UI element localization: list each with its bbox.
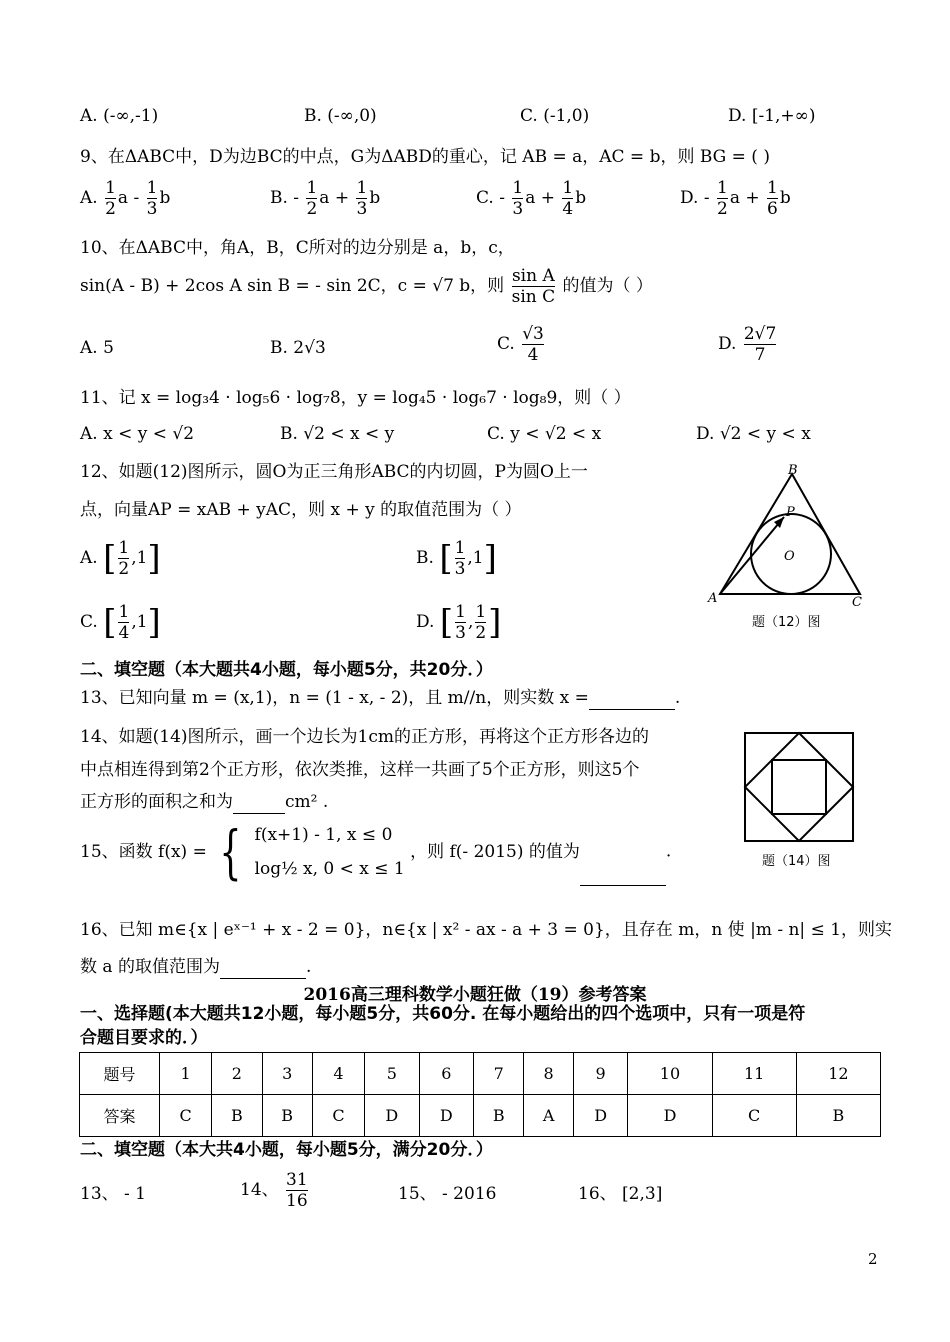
q10-option-d: D. $\frac{2√7}{7}$: [718, 324, 777, 365]
answer-sec2-line: 二、填空题（本大共4小题，每小题5分，满分20分．）: [80, 1140, 493, 1160]
vector-ap: [720, 517, 784, 594]
table-cell: A: [524, 1095, 574, 1137]
q15: 15、函数 f(x) = { f(x+1) - 1, x ≤ 0 log½ x, 0 < x ≤ 1 ，则 f(- 2015) 的值为 .: [80, 818, 672, 886]
table-cell: 4: [312, 1053, 364, 1095]
answer-sec1-line2: 合题目要求的．）: [80, 1028, 208, 1048]
label-p: P: [786, 505, 795, 520]
q16-line2: 数 a 的取值范围为 .: [80, 957, 312, 977]
q11-option-c: C. y < √2 < x: [487, 424, 602, 444]
table-cell: 1: [160, 1053, 212, 1095]
q8-option-d: D. [-1,+∞): [728, 106, 816, 126]
table-cell: D: [628, 1095, 712, 1137]
answer-key-title: 2016高三理科数学小题狂做（19）参考答案: [303, 985, 647, 1005]
q14-line1: 14、如题(14)图所示，画一个边长为1cm的正方形，再将这个正方形各边的: [80, 727, 649, 747]
q8-option-a: A. (-∞,-1): [80, 106, 159, 126]
q10-option-c: C. $\frac{√3}{4}$: [497, 324, 544, 365]
table-header-label: 题号: [80, 1053, 160, 1095]
q15-blank[interactable]: [580, 868, 666, 886]
figure-14: [740, 728, 860, 876]
square-1: [745, 733, 853, 841]
q12-option-c: C. [ $\frac{1}{4}$ ,1]: [80, 602, 161, 643]
answer-14: 14、 $\frac{31}{16}$: [240, 1170, 308, 1211]
q11-option-b: B. √2 < x < y: [280, 424, 395, 444]
q11-option-a: A. x < y < √2: [80, 424, 195, 444]
table-cell: 12: [796, 1053, 880, 1095]
q16-line1: 16、已知 m∈{x | eˣ⁻¹ + x - 2 = 0}，n∈{x | x² - ax - a + 3 = 0}，且存在 m，n 使 |m - n| ≤ 1，则实: [80, 920, 893, 940]
q15-case1: f(x+1) - 1, x ≤ 0: [254, 825, 393, 845]
q12-option-a: A. [ $\frac{1}{2}$ ,1]: [80, 538, 161, 579]
triangle-abc: [720, 474, 860, 594]
table-cell: B: [262, 1095, 312, 1137]
q10-option-a: A. 5: [80, 338, 114, 358]
q12-option-d: D. [ $\frac{1}{3}$ , $\frac{1}{2}$ ]: [416, 602, 502, 643]
section2-heading: 二、填空题（本大题共4小题，每小题5分，共20分．）: [80, 660, 493, 680]
answer-16: 16、 [2,3]: [578, 1184, 663, 1204]
square-3: [772, 760, 826, 814]
table-cell: D: [419, 1095, 474, 1137]
figure-14-caption: 题（14）图: [762, 854, 831, 869]
q15-case2: log½ x, 0 < x ≤ 1: [254, 859, 405, 879]
q9-option-a: A. $\frac{1}{2}$ a - $\frac{1}{3}$ b: [80, 178, 171, 219]
q11-stem: 11、记 x = log₃4 · log₅6 · log₇8，y = log₄5 · log₆7 · log₈9，则（ ）: [80, 388, 631, 408]
figure-12-caption: 题（12）图: [752, 615, 821, 630]
answer-table: [79, 1052, 881, 1137]
q9-option-d: D. - $\frac{1}{2}$ a + $\frac{1}{6}$ b: [680, 178, 791, 219]
table-cell: 7: [474, 1053, 524, 1095]
q9-option-b: B. - $\frac{1}{2}$ a + $\frac{1}{3}$ b: [270, 178, 381, 219]
table-row-answers: [80, 1095, 881, 1137]
q13-blank[interactable]: [589, 692, 675, 710]
label-b: B: [788, 463, 798, 478]
label-a: A: [708, 591, 718, 606]
table-header-label: 答案: [80, 1095, 160, 1137]
table-row-numbers: [80, 1053, 881, 1095]
figure-12: [700, 462, 880, 638]
table-cell: C: [712, 1095, 796, 1137]
q9-option-c: C. - $\frac{1}{3}$ a + $\frac{1}{4}$ b: [476, 178, 587, 219]
q16-blank[interactable]: [220, 961, 306, 979]
page-number: 2: [868, 1250, 878, 1268]
table-cell: 5: [365, 1053, 420, 1095]
table-cell: 8: [524, 1053, 574, 1095]
q12-line1: 12、如题(12)图所示，圆O为正三角形ABC的内切圆，P为圆O上一: [80, 462, 588, 482]
q11-option-d: D. √2 < y < x: [696, 424, 811, 444]
q14-blank[interactable]: [233, 796, 285, 814]
q10-condition: sin(A - B) + 2cos A sin B = - sin 2C，c = √7 b，则 $\frac{\text{sin A}}{\text{sin C}}$ 的值为（ ）: [80, 266, 653, 307]
table-cell: 11: [712, 1053, 796, 1095]
q12-option-b: B. [ $\frac{1}{3}$ ,1]: [416, 538, 497, 579]
table-cell: C: [160, 1095, 212, 1137]
label-c: C: [852, 595, 862, 610]
table-cell: 9: [573, 1053, 628, 1095]
table-cell: D: [365, 1095, 420, 1137]
answer-13: 13、 - 1: [80, 1184, 146, 1204]
table-cell: B: [796, 1095, 880, 1137]
q9-stem: 9、在ΔABC中，D为边BC的中点，G为ΔABD的重心，记 AB = a，AC = b，则 BG = ( ): [80, 147, 770, 167]
label-o: O: [784, 549, 795, 564]
q13: 13、已知向量 m = (x,1)，n = (1 - x, - 2)，且 m//n，则实数 x = .: [80, 688, 681, 708]
table-cell: 6: [419, 1053, 474, 1095]
table-cell: C: [312, 1095, 364, 1137]
table-cell: 3: [262, 1053, 312, 1095]
q8-option-c: C. (-1,0): [520, 106, 590, 126]
square-2: [745, 733, 853, 841]
q10-option-b: B. 2√3: [270, 338, 326, 358]
answer-sec1-line1: 一、选择题(本大题共12小题，每小题5分，共60分. 在每小题给出的四个选项中，只有一项是符: [80, 1004, 806, 1024]
table-cell: 2: [212, 1053, 262, 1095]
table-cell: D: [573, 1095, 628, 1137]
q12-line2: 点，向量AP = xAB + yAC，则 x + y 的取值范围为（ ）: [80, 500, 522, 520]
table-cell: 10: [628, 1053, 712, 1095]
q10-stem: 10、在ΔABC中，角A，B，C所对的边分别是 a，b，c，: [80, 238, 515, 258]
answer-15: 15、 - 2016: [398, 1184, 497, 1204]
q14-line2: 中点相连得到第2个正方形，依次类推，这样一共画了5个正方形，则这5个: [80, 760, 640, 780]
q14-line3: 正方形的面积之和为 cm² .: [80, 792, 329, 812]
table-cell: B: [212, 1095, 262, 1137]
table-cell: B: [474, 1095, 524, 1137]
q8-option-b: B. (-∞,0): [304, 106, 377, 126]
